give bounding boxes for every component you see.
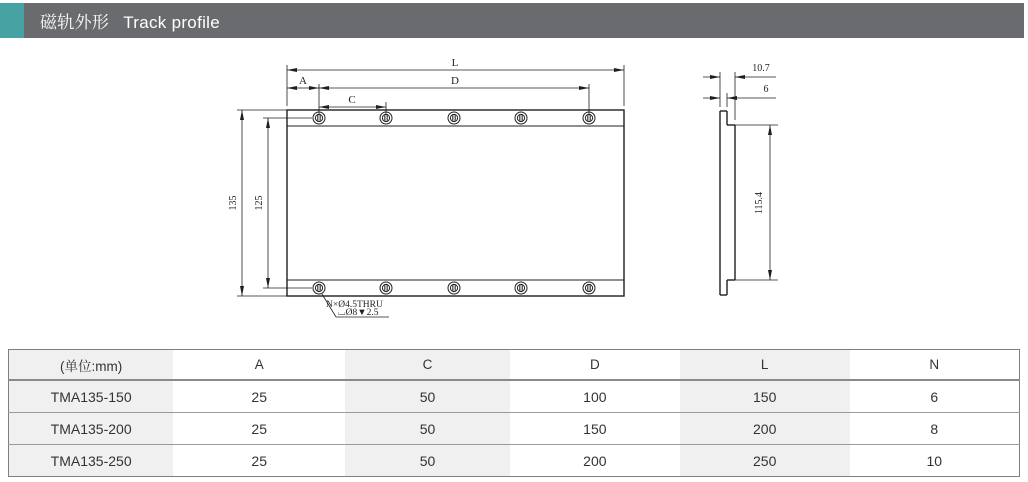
front-view: [237, 65, 624, 317]
col-header-D: D: [510, 350, 680, 381]
side-view: [703, 72, 778, 295]
dim-10-7: [703, 72, 776, 120]
bolt-hole: [448, 112, 460, 124]
model-cell: TMA135-250: [9, 445, 174, 477]
value-cell-C: 50: [345, 413, 510, 445]
model-cell: TMA135-200: [9, 413, 174, 445]
section-title-zh: 磁轨外形: [40, 13, 110, 32]
bolt-hole: [515, 112, 527, 124]
track-plate-outline: [287, 110, 624, 296]
dim-label-125: 125: [254, 195, 265, 211]
bolt-hole: [515, 282, 527, 294]
col-header-L: L: [680, 350, 850, 381]
bolt-hole: [448, 282, 460, 294]
hole-note-line2: ⌴Ø8▼2.5: [338, 308, 379, 318]
table-row: [9, 380, 1020, 413]
bolt-holes-bottom: [313, 282, 595, 294]
dim-label-115-4: 115.4: [754, 191, 765, 215]
side-profile: [720, 111, 735, 295]
value-cell-N: 10: [850, 445, 1020, 477]
value-cell-D: 200: [510, 445, 680, 477]
dim-label-A: A: [299, 75, 307, 87]
spec-table: [8, 349, 1020, 477]
col-header-unit: (单位:mm): [9, 350, 174, 381]
dim-label-135: 135: [228, 195, 239, 211]
dim-label-6: 6: [763, 84, 769, 95]
col-header-C: C: [345, 350, 510, 381]
value-cell-A: 25: [173, 380, 345, 413]
side-view-labels: [752, 63, 770, 214]
value-cell-N: 8: [850, 413, 1020, 445]
bolt-hole: [583, 282, 595, 294]
bolt-holes-top: [313, 112, 595, 124]
value-cell-L: 150: [680, 380, 850, 413]
value-cell-D: 150: [510, 413, 680, 445]
hole-note-line1: N×Ø4.5THRU: [326, 300, 383, 310]
value-cell-A: 25: [173, 445, 345, 477]
front-view-labels: [228, 57, 459, 318]
dim-label-D: D: [451, 75, 459, 87]
table-header-row: [9, 350, 1020, 381]
bolt-hole: [380, 282, 392, 294]
col-header-N: N: [850, 350, 1020, 381]
value-cell-C: 50: [345, 380, 510, 413]
dim-label-C: C: [348, 94, 356, 106]
section-title-en: Track profile: [123, 13, 220, 32]
dim-label-10-7: 10.7: [752, 63, 770, 74]
value-cell-L: 250: [680, 445, 850, 477]
value-cell-A: 25: [173, 413, 345, 445]
bolt-hole: [313, 282, 325, 294]
model-cell: TMA135-150: [9, 380, 174, 413]
table-row: [9, 445, 1020, 477]
value-cell-N: 6: [850, 380, 1020, 413]
value-cell-C: 50: [345, 445, 510, 477]
value-cell-D: 100: [510, 380, 680, 413]
dim-6: [703, 93, 776, 107]
dim-label-L: L: [451, 57, 459, 69]
value-cell-L: 200: [680, 413, 850, 445]
table-row: [9, 413, 1020, 445]
col-header-A: A: [173, 350, 345, 381]
